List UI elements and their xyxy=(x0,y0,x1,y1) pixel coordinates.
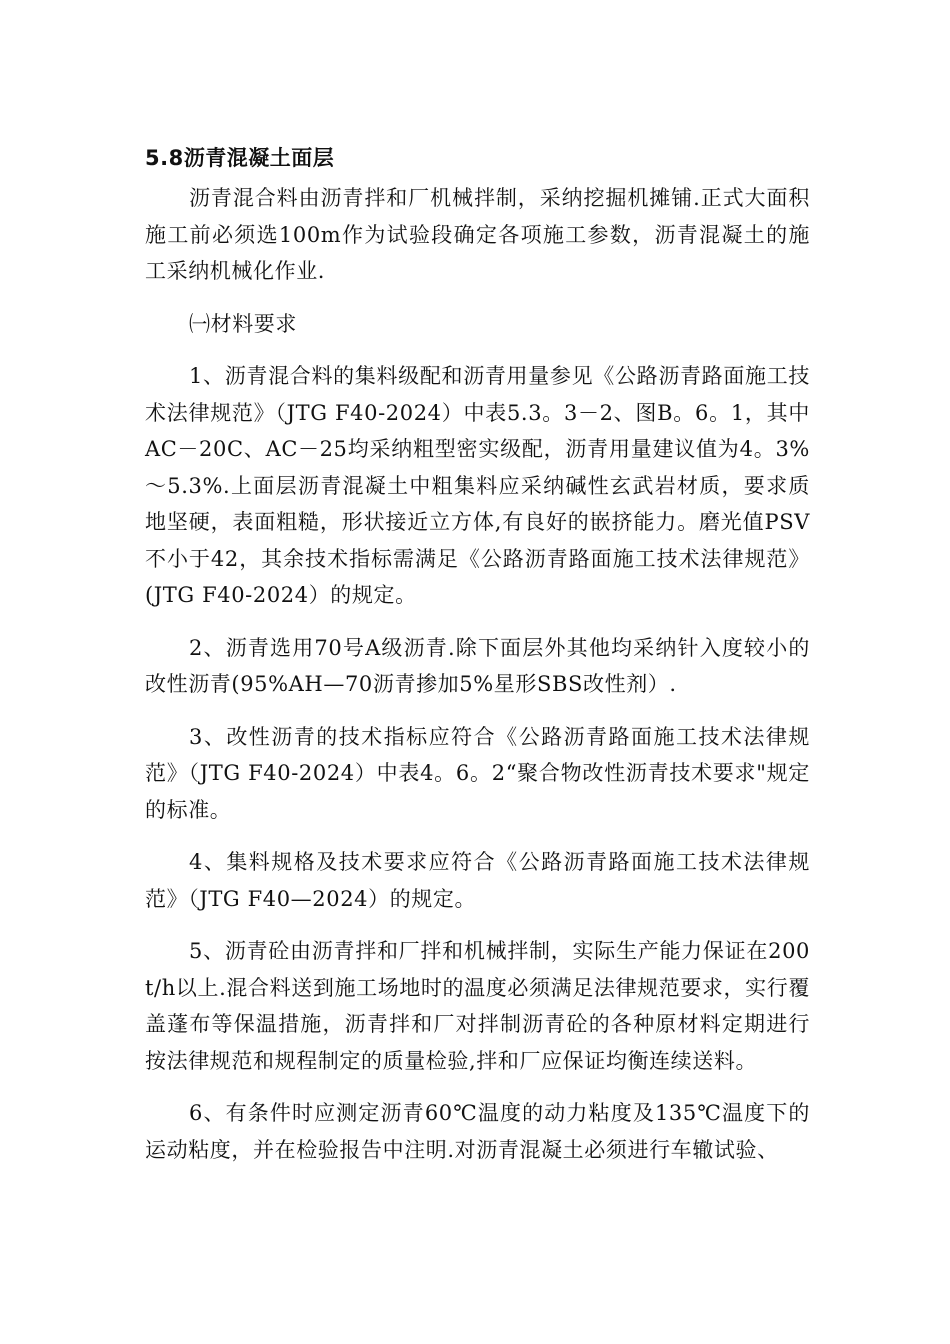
document-body xyxy=(145,140,810,1168)
paragraph-item-1: 1、沥青混合料的集料级配和沥青用量参见《公路沥青路面施工技术法律规范》（JTG F40-2024）中表5.3。3－2、图B。6。1，其中AC－20C、AC－25均采纳粗型密实级配，沥青用量建议值为4。3%～5.3%.上面层沥青混凝土中粗集料应采纳碱性玄武岩材质，要求质地坚硬，表面粗糙，形状接近立方体,有良好的嵌挤能力。磨光值PSV不小于42，其余技术指标需满足《公路沥青路面施工技术法律规范》(JTG F40-2024）的规定。 xyxy=(145,364,810,607)
section-heading: 5.8沥青混凝土面层 xyxy=(145,146,335,170)
paragraph-item-2: 2、沥青选用70号A级沥青.除下面层外其他均采纳针入度较小的改性沥青(95%AH—70沥青掺加5%星形SBS改性剂）. xyxy=(145,635,810,696)
paragraph-intro: 沥青混合料由沥青拌和厂机械拌制，采纳挖掘机摊铺.正式大面积施工前必须选100m作为试验段确定各项施工参数，沥青混凝土的施工采纳机械化作业. xyxy=(145,186,810,283)
paragraph-material-requirements: ㈠材料要求 xyxy=(189,311,297,336)
paragraph-item-5: 5、沥青砼由沥青拌和厂拌和机械拌制，实际生产能力保证在200t/h以上.混合料送到施工场地时的温度必须满足法律规范要求，实行覆盖蓬布等保温措施，沥青拌和厂对拌制沥青砼的各种原材料定期进行按法律规范和规程制定的质量检验,拌和厂应保证均衡连续送料。 xyxy=(145,939,810,1073)
paragraph-item-4: 4、集料规格及技术要求应符合《公路沥青路面施工技术法律规范》（JTG F40—2024）的规定。 xyxy=(145,850,810,911)
paragraph-item-3: 3、改性沥青的技术指标应符合《公路沥青路面施工技术法律规范》（JTG F40-2024）中表4。6。2“聚合物改性沥青技术要求"规定的标准。 xyxy=(145,724,810,822)
paragraph-item-6: 6、有条件时应测定沥青60℃温度的动力粘度及135℃温度下的运动粘度，并在检验报告中注明.对沥青混凝土必须进行车辙试验、 xyxy=(145,1101,810,1162)
